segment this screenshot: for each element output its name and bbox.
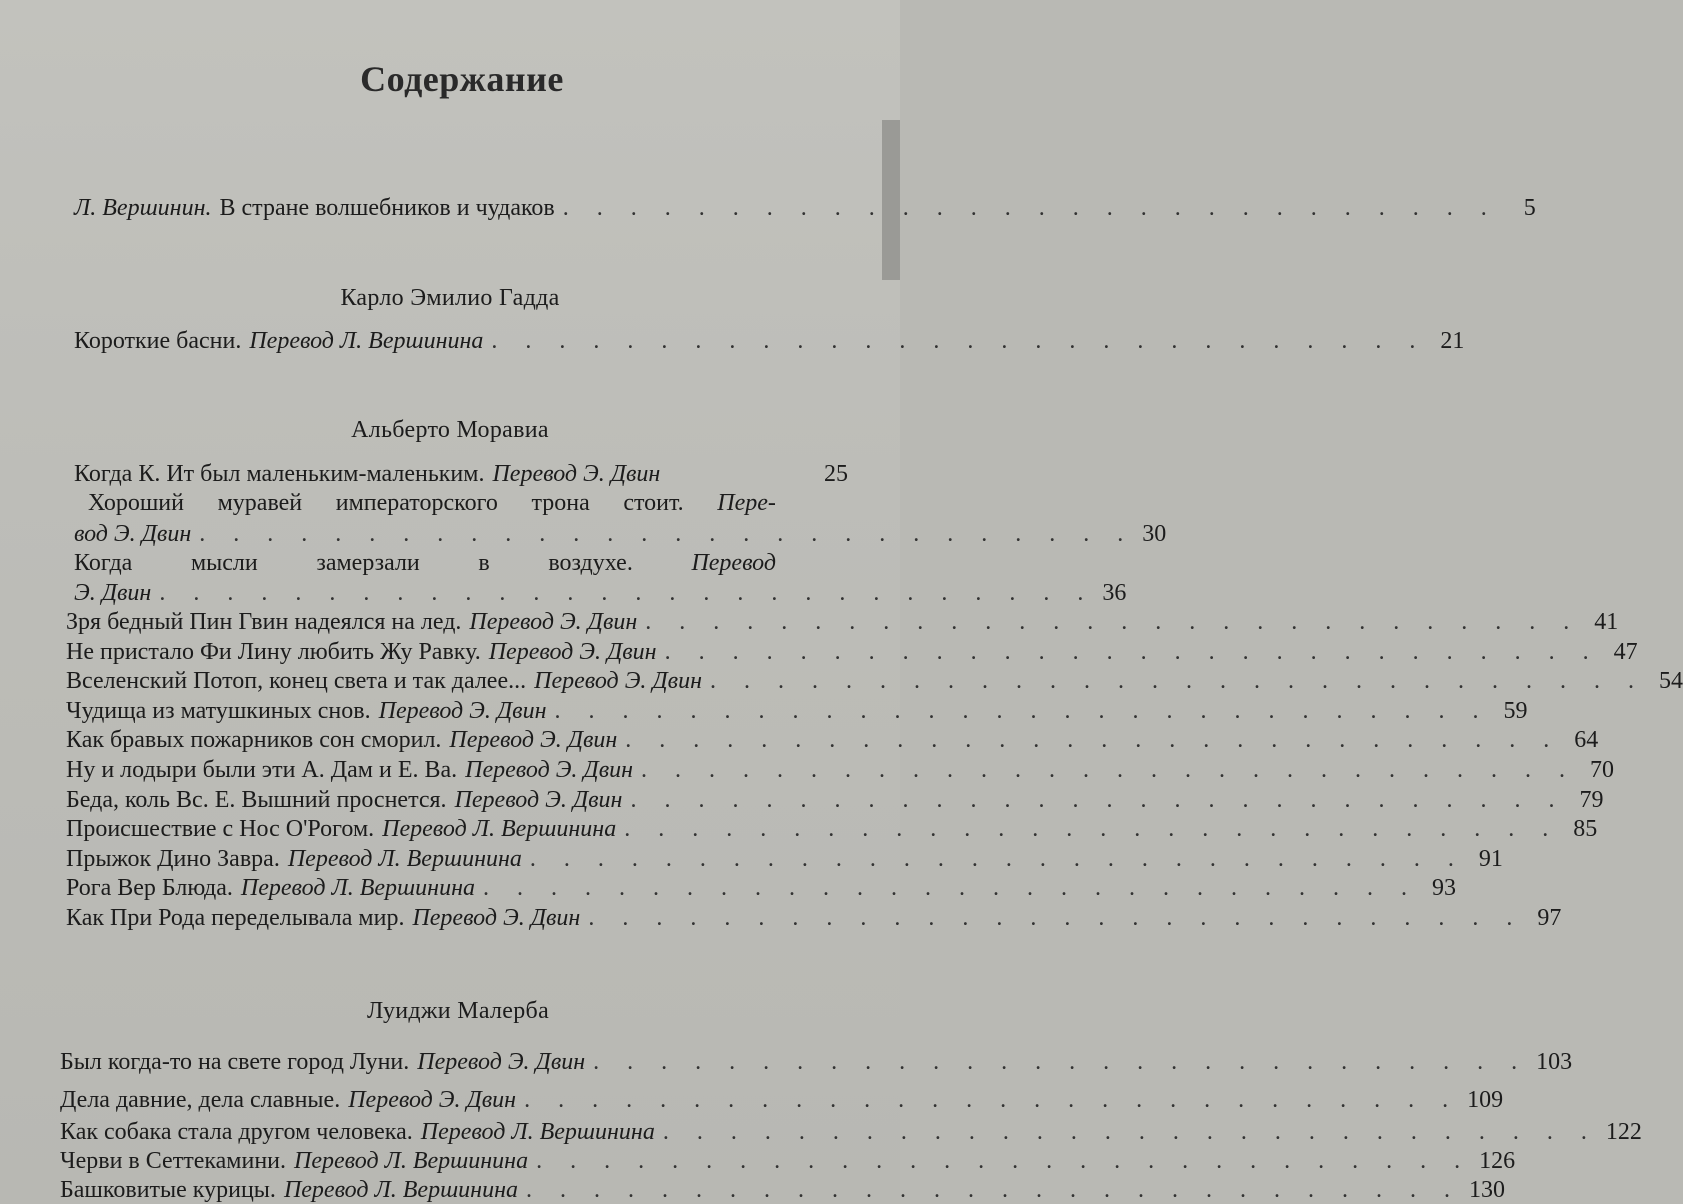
- entry-translator: Перевод Л. Вершинина: [249, 328, 484, 354]
- entry-title: Чудища из матушкиных снов.: [66, 697, 371, 724]
- leader-dots: . . . . . . . . . . . . . . . . . . . . . . . . . . . .: [491, 328, 1427, 354]
- entry-title: Дела давние, дела славные.: [60, 1087, 341, 1113]
- toc-entry: [66, 609, 1619, 636]
- leader-dots: . . . . . . . . . . . . . . . . . . . . . . . . . . . .: [624, 816, 1560, 843]
- word: муравей: [217, 490, 303, 516]
- page-number: 47: [1613, 638, 1638, 665]
- toc-entry: [66, 727, 1599, 754]
- page-number: 25: [824, 461, 848, 487]
- page-number: 97: [1537, 905, 1562, 931]
- entry-translator: Перевод Э. Двин: [348, 1087, 517, 1113]
- entry-translator: Перевод Э. Двин: [378, 697, 547, 724]
- page-number: 122: [1605, 1119, 1642, 1145]
- leader-dots: . . . . . . . . . . . . . . . . . . . . . . . . . . . .: [630, 786, 1566, 813]
- leader-dots: . . . . . . . . . . . . . . . . . . . . . . . . . . . .: [662, 1119, 1598, 1145]
- entry-title: Зря бедный Пин Гвин надеялся на лед.: [66, 609, 462, 635]
- word: Хороший: [88, 490, 184, 516]
- word: мысли: [190, 550, 258, 576]
- toc-entry: [74, 328, 1465, 355]
- entry-title: Как собака стала другом человека.: [60, 1119, 413, 1145]
- entry-translator: Перевод Э. Двин: [454, 786, 623, 813]
- word: стоит.: [623, 490, 684, 516]
- page-number: 64: [1574, 727, 1599, 754]
- toc-entry: [60, 1049, 1573, 1076]
- entry-translator: Перевод Л. Вершинина: [382, 816, 617, 843]
- entry-translator: Перевод Э. Двин: [449, 727, 618, 754]
- page-number: 30: [1142, 521, 1167, 547]
- toc-entry: [66, 845, 1503, 873]
- page-number: 93: [1431, 875, 1456, 902]
- toc-entry: [66, 905, 1562, 932]
- leader-dots: . . . . . . . . . . . . . . . . . . . . . . . . . . . .: [554, 697, 1490, 724]
- word: трона: [531, 490, 590, 516]
- entry-translator: Перевод Э. Двин: [534, 668, 702, 695]
- leader-dots: . . . . . . . . . . . . . . . . . . . . . . . . . . . .: [641, 757, 1577, 783]
- page-number: 91: [1478, 845, 1503, 872]
- page-number: 36: [1102, 580, 1127, 606]
- page-number: 5: [1523, 195, 1536, 221]
- entry-title: Был когда-то на свете город Луни.: [60, 1049, 410, 1075]
- page-number: 85: [1573, 816, 1598, 843]
- toc-entry-intro: [74, 195, 1536, 222]
- entry-title: Рога Вер Блюда.: [66, 875, 233, 902]
- page-number: 21: [1440, 328, 1465, 354]
- leader-dots: . . . . . . . . . . . . . . . . . . . . . . . . . . . .: [625, 727, 1561, 754]
- leader-dots: . . . . . . . . . . . . . . . . . . . . . . . . . . . .: [524, 1087, 1460, 1113]
- intro-author: Л. Вершинин.: [74, 195, 212, 221]
- section-author: Карло Эмилио Гадда: [340, 285, 560, 311]
- intro-title: В стране волшебников и чудаков: [219, 195, 555, 221]
- entry-translator: Э. Двин: [74, 580, 152, 606]
- entry-translator: Перевод Э. Двин: [465, 757, 634, 783]
- entry-title: Черви в Сеттекамини.: [60, 1148, 287, 1174]
- entry-title: Как При Рода переделывала мир.: [66, 905, 405, 931]
- entry-title: Когда К. Ит был маленьким-маленьким.: [74, 461, 485, 487]
- entry-translator: Перевод Э. Двин: [492, 461, 661, 487]
- toc-entry-line1: [88, 490, 776, 517]
- entry-translator: Перевод Э. Двин: [469, 609, 638, 635]
- toc-entry-line2: [74, 580, 1127, 607]
- toc-entry: [66, 757, 1615, 784]
- entry-translator: Перевод Л. Вершинина: [294, 1148, 529, 1174]
- section-author: Альберто Моравиа: [351, 417, 549, 443]
- entry-title: Прыжок Дино Завра.: [66, 845, 280, 872]
- entry-translator: Перевод Э. Двин: [412, 905, 581, 931]
- leader-dots: . . . . . . . . . . . . . . . . . . . . . . . . . . . .: [645, 609, 1581, 635]
- toc-entry: [66, 697, 1528, 725]
- entry-title: Беда, коль Вс. Е. Вышний проснется.: [66, 786, 447, 813]
- page-number: 41: [1594, 609, 1619, 635]
- leader-dots: . . . . . . . . . . . . . . . . . . . . . . . . . . . .: [159, 580, 1095, 606]
- entry-title: Ну и лодыри были эти А. Дам и Е. Ва.: [66, 757, 458, 783]
- word: в: [478, 550, 490, 576]
- entry-title: Вселенский Потоп, конец света и так далее...: [66, 668, 527, 695]
- toc-entry-line1: [74, 550, 776, 577]
- page-title: Содержание: [360, 59, 564, 99]
- entry-translator: вод Э. Двин: [74, 521, 192, 547]
- entry-translator: Перевод: [691, 550, 776, 576]
- entry-translator: Пере-: [717, 490, 776, 516]
- page-number: 126: [1479, 1148, 1516, 1174]
- leader-dots: . . . . . . . . . . . . . . . . . . . . . . . . . . . .: [562, 195, 1498, 221]
- entry-translator: Перевод Л. Вершинина: [420, 1119, 655, 1145]
- leader-dots: . . . . . . . . . . . . . . . . . . . . . . . . . . . .: [529, 845, 1465, 872]
- toc-entry: [66, 875, 1456, 902]
- entry-translator: Перевод Э. Двин: [417, 1049, 586, 1075]
- page-number: 130: [1469, 1177, 1505, 1203]
- section-author: Луиджи Малерба: [366, 998, 550, 1024]
- entry-translator: Перевод Э. Двин: [488, 638, 657, 665]
- entry-title: Как бравых пожарников сон сморил.: [66, 727, 442, 754]
- toc-entry: [66, 638, 1638, 666]
- entry-title: Башковитые курицы.: [60, 1177, 276, 1203]
- entry-translator: Перевод Л. Вершинина: [240, 875, 475, 902]
- word: Когда: [74, 550, 133, 576]
- leader-dots: . . . . . . . . . . . . . . . . . . . . . . . . . . . .: [199, 521, 1135, 547]
- leader-dots: . . . . . . . . . . . . . . . . . . . . . . . . . . . .: [593, 1049, 1529, 1075]
- leader-dots: . . . . . . . . . . . . . . . . . . . . . . . . . . . .: [526, 1177, 1461, 1203]
- entry-translator: Перевод Л. Вершинина: [287, 845, 522, 872]
- page-number: 54: [1659, 668, 1683, 695]
- toc-entry-line2: [74, 521, 1167, 548]
- page-number: 79: [1579, 786, 1604, 813]
- toc-entry: [66, 816, 1598, 843]
- entry-translator: Перевод Л. Вершинина: [283, 1177, 518, 1203]
- page-number: 59: [1503, 697, 1528, 724]
- leader-dots: . . . . . . . . . . . . . . . . . . . . . . . . . . . .: [664, 638, 1600, 665]
- entry-title: Не пристало Фи Лину любить Жу Равку.: [66, 638, 481, 665]
- toc-entry: [74, 461, 848, 488]
- leader-dots: . . . . . . . . . . . . . . . . . . . . . . . . . . . .: [536, 1148, 1472, 1174]
- entry-title: Короткие басни.: [74, 328, 242, 354]
- page-number: 70: [1590, 757, 1615, 783]
- leader-dots: . . . . . . . . . . . . . . . . . . . . . . . . . . . .: [710, 668, 1645, 695]
- toc-entry: [60, 1087, 1504, 1114]
- toc-entry: [66, 668, 1683, 695]
- toc-entry: [66, 786, 1604, 814]
- word: воздухе.: [548, 550, 633, 576]
- word: замерзали: [316, 550, 420, 576]
- word: императорского: [335, 490, 498, 516]
- page-number: 109: [1467, 1087, 1504, 1113]
- entry-title: Происшествие с Нос О'Рогом.: [66, 816, 375, 843]
- leader-dots: . . . . . . . . . . . . . . . . . . . . . . . . . . . .: [482, 875, 1418, 902]
- toc-entry: [60, 1177, 1505, 1204]
- leader-dots: . . . . . . . . . . . . . . . . . . . . . . . . . . . .: [588, 905, 1524, 931]
- page-number: 103: [1536, 1049, 1573, 1075]
- toc-entry: [60, 1119, 1642, 1146]
- toc-entry: [60, 1148, 1516, 1175]
